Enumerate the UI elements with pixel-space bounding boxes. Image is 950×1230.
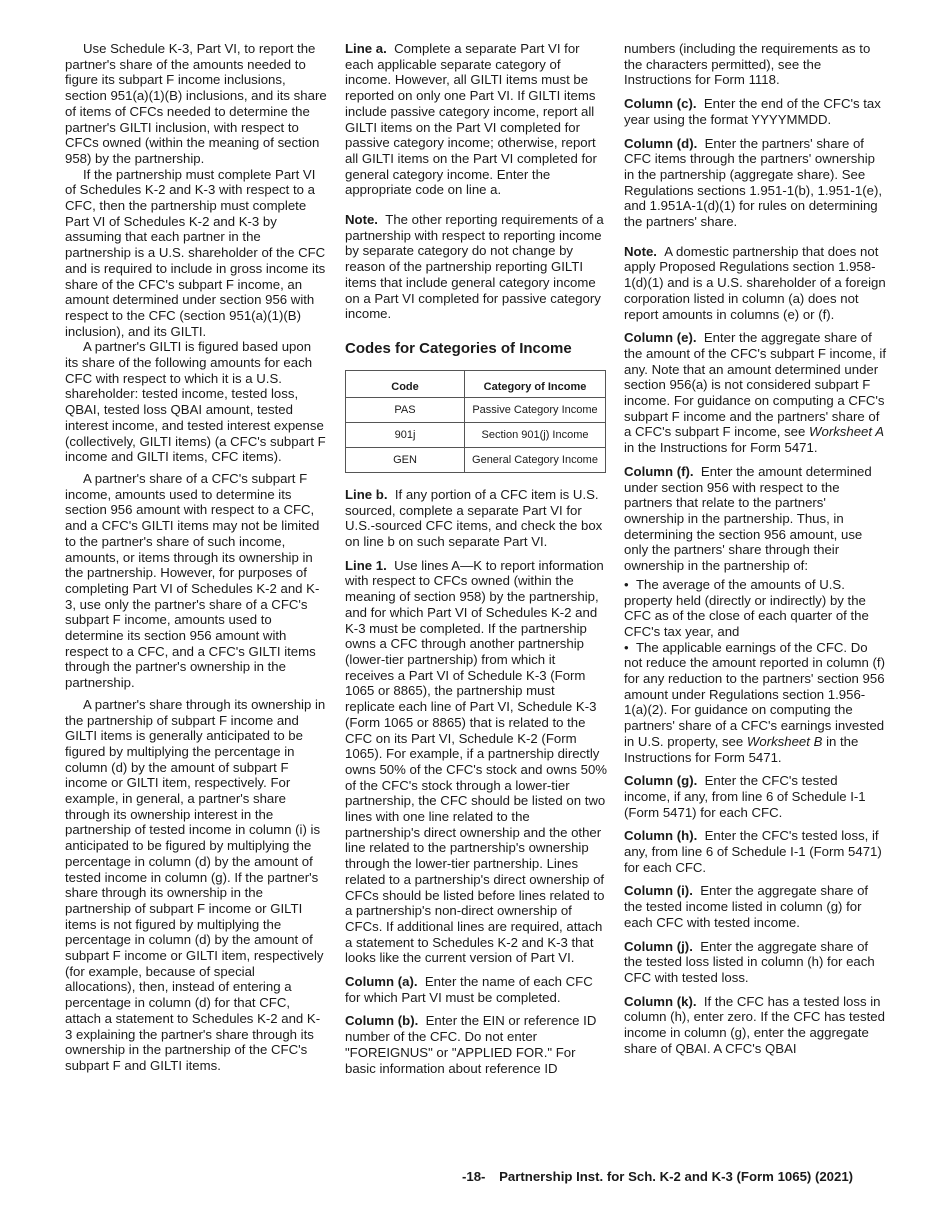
- note-paragraph: [624, 244, 886, 323]
- note-text: A domestic partnership that does not apply Proposed Regulations section 1.958-1(d)(1) and is a U.S. shareholder of a foreign corporation listed in column (a) does not report amounts in columns (e) or (f).: [624, 243, 886, 322]
- line-b-paragraph: [345, 487, 607, 550]
- column-e-text-end: in the Instructions for Form 5471.: [624, 440, 818, 456]
- column-g-text: Enter the CFC's tested income, if any, from line 6 of Schedule I-1 (Form 5471) for each CFC.: [624, 773, 866, 820]
- column-g-label: Column (g).: [624, 773, 698, 789]
- bullet-item: [624, 640, 886, 766]
- line-1-text: Use lines A—K to report information with respect to CFCs owned (within the meaning of section 958) by the partnership, and for which Part VI of Schedules K-2 and K-3 must be completed. If the partnership owns a CFC through another partnership (lower-tier partnership) from which it receives a Part VI of Schedule K-3 (Form 1065 or 8865), the partnership must replicate each line of Part VI, Schedule K-3 (Form 1065 or 8865) that is related to the CFC on its Part VI, Schedule K-2 (Form 1065). For example, if a partnership directly owns 50% of the CFC's stock and owns 50% of the CFC's stock through a lower-tier partnership, the CFC should be listed on two lines with one line related to the partnership's direct ownership and the other line related to the partnership's ownership through the lower-tier partnership. Lines related to a partnership's direct ownership of CFCs should be listed before lines related to a partnership's non-direct ownership of CFCs. If additional lines are required, attach a statement to Schedules K-2 and K-3 that looks like the current version of Part VI.: [345, 557, 607, 966]
- column-middle: [345, 41, 607, 1084]
- bullet-text-end: in the Instructions for Form 5471.: [624, 733, 859, 765]
- worksheet-a-reference: Worksheet A: [809, 424, 885, 440]
- continued-paragraph: numbers (including the requirements as to the characters permitted), see the Instructions for Form 1118.: [624, 41, 871, 88]
- column-c-paragraph: [624, 96, 886, 127]
- column-j-text: Enter the aggregate share of the tested loss listed in column (h) for each CFC with tested loss.: [624, 938, 875, 985]
- column-h-label: Column (h).: [624, 828, 698, 844]
- paragraph: Use Schedule K-3, Part VI, to report the partner's share of the amounts needed to figure its subpart F income inclusions, section 951(a)(1)(B) inclusions, and its share of items of CFCs needed to determine the partner's GILTI inclusion, with respect to CFCs owned (within the meaning of section 958) by the partnership.: [65, 41, 327, 166]
- column-a-text: Enter the name of each CFC for which Part VI must be completed.: [345, 974, 593, 1005]
- column-f-paragraph: [624, 464, 886, 574]
- codes-table: [345, 370, 606, 473]
- table-row: [346, 447, 606, 472]
- page-footer: [462, 1169, 892, 1185]
- paragraph: If the partnership must complete Part VI of Schedules K-2 and K-3 with respect to a CFC, then the partnership must complete Part VI of Schedules K-2 and K-3 by assuming that each partner in the partnership is a U.S. shareholder of the CFC and is required to include in gross income its share of the CFC's subpart F income, an amount determined under section 956 with respect to the CFC (section 951(a)(1)(B) inclusion), and its GILTI.: [65, 166, 326, 339]
- paragraph: A partner's share of a CFC's subpart F income, amounts used to determine its section 956 amount with respect to a CFC, and a CFC's GILTI items may not be limited to the partner's share of such income, amounts, or items through its ownership in the partnership. However, for purposes of completing Part VI of Schedules K-2 and K-3, use only the partner's share of a CFC's subpart F income, amounts used to determine its section 956 amount with respect to a CFC, and a CFC's GILTI items through the partner's ownership in the partnership.: [65, 470, 320, 691]
- codes-heading: Codes for Categories of Income: [345, 339, 572, 357]
- column-a-label: Column (a).: [345, 974, 418, 990]
- column-k-paragraph: [624, 994, 886, 1057]
- column-d-label: Column (d).: [624, 135, 698, 151]
- column-k-label: Column (k).: [624, 993, 697, 1009]
- column-a-paragraph: [345, 974, 607, 1005]
- bullet-text: The average of the amounts of U.S. property held (directly or indirectly) by the CFC as of the close of each quarter of the CFC's tax year, and: [624, 576, 869, 639]
- column-g-paragraph: [624, 773, 886, 820]
- note-paragraph: [345, 212, 607, 322]
- column-h-text: Enter the CFC's tested loss, if any, from line 6 of Schedule I-1 (Form 5471) for each CFC.: [624, 828, 882, 875]
- column-b-label: Column (b).: [345, 1013, 419, 1029]
- table-cell-code: GEN: [346, 447, 465, 472]
- table-cell-category: General Category Income: [465, 447, 606, 472]
- line-1-paragraph: [345, 558, 607, 966]
- footer-title: Partnership Inst. for Sch. K-2 and K-3 (Form 1065) (2021): [499, 1169, 854, 1184]
- table-header-code: Code: [346, 370, 465, 397]
- table-header-category: Category of Income: [465, 370, 606, 397]
- paragraph: A partner's GILTI is figured based upon its share of the following amounts for each CFC with respect to which it is a U.S. shareholder: tested income, tested loss, QBAI, tested loss QBAI amount, tested interest income, and tested interest expense (collectively, GILTI items) (a CFC's subpart F income and GILTI items, CFC items).: [65, 339, 326, 465]
- line-a-text: Complete a separate Part VI for each applicable separate category of income. However, all GILTI items must be reported on only one Part VI. If GILTI items include passive category income, report all GILTI items on the Part VI completed for passive category income; otherwise, report all GILTI items on the Part VI completed for general category income. Enter the appropriate code on line a.: [345, 41, 597, 198]
- line-1-label: Line 1.: [345, 557, 387, 573]
- line-b-text: If any portion of a CFC item is U.S. sourced, complete a separate Part VI for U.S.-sourced CFC items, and check the box on line b on such separate Part VI.: [345, 486, 603, 550]
- table-cell-category: Section 901(j) Income: [465, 422, 606, 447]
- column-k-text: If the CFC has a tested loss in column (h), enter zero. If the CFC has tested income in column (g), enter the aggregate share of QBAI. A CFC's QBAI: [624, 993, 885, 1056]
- note-text: The other reporting requirements of a partnership with respect to reporting income by separate category do not change by reason of the partnership reporting GILTI items that include general category income on a Part VI completed for passive category income.: [345, 212, 604, 322]
- column-e-text: Enter the aggregate share of the amount of the CFC's subpart F income, if any. Note that an amount determined under section 956(a) is not considered subpart F income. For guidance on computing a CFC's subpart F income and the partners' share of a CFC's subpart F income, see: [624, 330, 886, 440]
- table-cell-code: PAS: [346, 397, 465, 422]
- column-d-paragraph: [624, 136, 886, 230]
- column-c-text: Enter the end of the CFC's tax year using the format YYYYMMDD.: [624, 96, 881, 127]
- line-a-paragraph: [345, 41, 607, 198]
- column-j-label: Column (j).: [624, 938, 693, 954]
- column-i-paragraph: [624, 883, 886, 930]
- column-i-text: Enter the aggregate share of the tested income listed in column (g) for each CFC with tested income.: [624, 883, 869, 930]
- column-f-text: Enter the amount determined under section 956 with respect to the partners that relate to the partners' ownership in the partnership. Thus, in determining the section 956 amount, use only the partners' share through their ownership in the partnership of:: [624, 463, 872, 574]
- table-cell-category: Passive Category Income: [465, 397, 606, 422]
- table-cell-code: 901j: [346, 422, 465, 447]
- column-i-label: Column (i).: [624, 883, 693, 899]
- bullet-text: The applicable earnings of the CFC. Do not reduce the amount reported in column (f) for any reduction to the partners' section 956 amount under Regulations section 1.956-1(a)(2). For guidance on computing the partners' share of a CFC's earnings invested in U.S. property, see: [624, 639, 885, 749]
- line-b-label: Line b.: [345, 486, 388, 502]
- page-number: -18-: [462, 1169, 486, 1184]
- worksheet-b-reference: Worksheet B: [746, 733, 823, 749]
- column-e-label: Column (e).: [624, 330, 697, 346]
- column-c-label: Column (c).: [624, 96, 697, 112]
- bullet-item: [624, 577, 886, 640]
- column-b-text: Enter the EIN or reference ID number of the CFC. Do not enter "FOREIGNUS" or "APPLIED FOR." For basic information about reference ID: [345, 1013, 597, 1076]
- bullet-icon: •: [624, 639, 629, 655]
- column-e-paragraph: [624, 330, 886, 456]
- column-d-text: Enter the partners' share of CFC items through the partners' ownership in the partnership (aggregate share). See Regulations sections 1.951-1(b), 1.951-1(e), and 1.951A-1(d)(1) for rules on determining the partners' share.: [624, 135, 883, 230]
- paragraph: A partner's share through its ownership in the partnership of subpart F income and GILTI items is generally anticipated to be figured by multiplying the percentage in column (d) by the amount of subpart F income or GILTI item, respectively. For example, in general, a partner's share through its ownership interest in the partnership of tested income in column (i) is anticipated to be figured by multiplying the percentage in column (d) by the amount of tested income in column (g). If the partner's share through its ownership in the partnership of subpart F income or GILTI items is not figured by multiplying the percentage in column (d) by the amount of subpart F income or GILTI item, respectively (for example, because of special allocations), then, instead of entering a percentage in column (d) for that CFC, attach a statement to Schedules K-2 and K-3 explaining the partner's share through its ownership in the partnership of the CFC's subpart F and GILTI items.: [65, 696, 326, 1073]
- column-f-label: Column (f).: [624, 463, 694, 479]
- column-j-paragraph: [624, 939, 886, 986]
- column-b-paragraph: [345, 1013, 607, 1076]
- table-row: [346, 397, 606, 422]
- column-left: [65, 41, 327, 1074]
- note-label: Note.: [624, 243, 657, 259]
- table-row: [346, 422, 606, 447]
- line-a-label: Line a.: [345, 41, 387, 56]
- bullet-icon: •: [624, 576, 629, 592]
- note-label: Note.: [345, 212, 378, 228]
- column-right: [624, 41, 886, 1064]
- column-h-paragraph: [624, 828, 886, 875]
